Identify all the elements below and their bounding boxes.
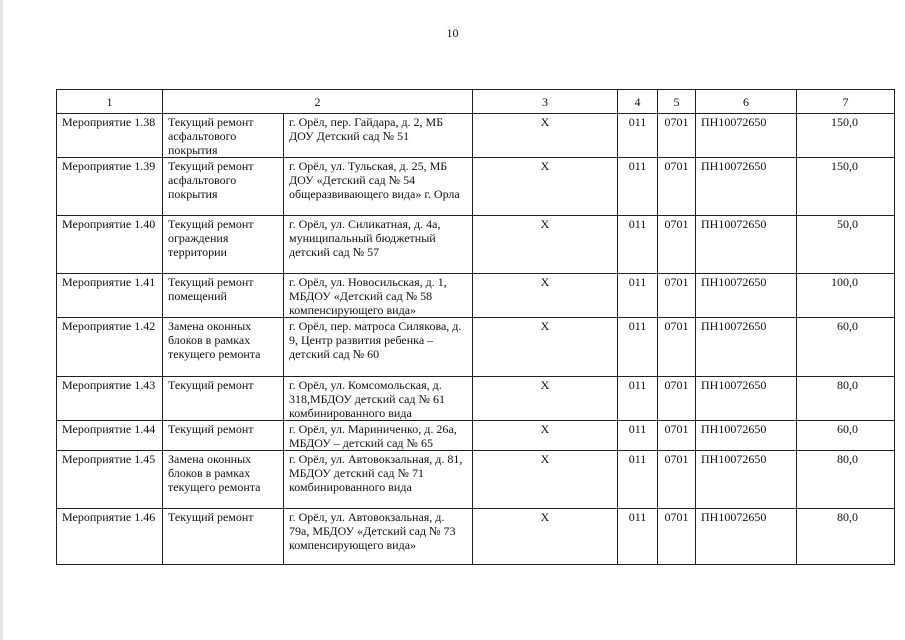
col4-value: 011 [618, 158, 658, 216]
col5-value: 0701 [658, 421, 696, 451]
col4-value: 011 [618, 451, 658, 509]
table-row [57, 274, 895, 318]
header-col-1: 1 [57, 90, 163, 114]
address: г. Орёл, пер. матроса Силякова, д. 9, Центр развития ребенка – детский сад № 60 [284, 318, 473, 377]
col6-value: ПН10072650 [696, 274, 797, 318]
table-row [57, 114, 895, 158]
amount: 80,0 [797, 451, 895, 509]
col4-value: 011 [618, 421, 658, 451]
col5-value: 0701 [658, 216, 696, 274]
address: г. Орёл, ул. Новосильская, д. 1, МБДОУ «Детский сад № 58 компенсирующего вида» [284, 274, 473, 318]
col4-value: 011 [618, 216, 658, 274]
measure-item: Мероприятие 1.39 [57, 158, 163, 216]
amount: 60,0 [797, 421, 895, 451]
col5-value: 0701 [658, 451, 696, 509]
work-type: Текущий ремонт помещений [163, 274, 284, 318]
address: г. Орёл, ул. Мариниченко, д. 26а, МБДОУ – детский сад № 65 [284, 421, 473, 451]
address: г. Орёл, ул. Комсомольская, д. 318,МБДОУ детский сад № 61 комбинированного вида [284, 377, 473, 421]
col3-value: Х [473, 451, 618, 509]
col5-value: 0701 [658, 158, 696, 216]
table-row [57, 421, 895, 451]
col6-value: ПН10072650 [696, 377, 797, 421]
col4-value: 011 [618, 114, 658, 158]
work-type: Текущий ремонт асфальтового покрытия [163, 158, 284, 216]
work-type: Замена оконных блоков в рамках текущего ремонта [163, 318, 284, 377]
col5-value: 0701 [658, 509, 696, 565]
table-row [57, 216, 895, 274]
amount: 50,0 [797, 216, 895, 274]
header-col-6: 6 [696, 90, 797, 114]
col6-value: ПН10072650 [696, 509, 797, 565]
scan-edge [0, 0, 3, 640]
measure-item: Мероприятие 1.43 [57, 377, 163, 421]
col4-value: 011 [618, 318, 658, 377]
work-type: Текущий ремонт [163, 377, 284, 421]
col3-value: Х [473, 216, 618, 274]
col3-value: Х [473, 509, 618, 565]
table-row [57, 318, 895, 377]
col4-value: 011 [618, 274, 658, 318]
measure-item: Мероприятие 1.42 [57, 318, 163, 377]
address: г. Орёл, ул. Автовокзальная, д. 81, МБДОУ детский сад № 71 комбинированного вида [284, 451, 473, 509]
address: г. Орёл, ул. Автовокзальная, д. 79а, МБДОУ «Детский сад № 73 компенсирующего вида» [284, 509, 473, 565]
work-type: Замена оконных блоков в рамках текущего ремонта [163, 451, 284, 509]
header-col-3: 3 [473, 90, 618, 114]
measure-item: Мероприятие 1.44 [57, 421, 163, 451]
header-row [57, 90, 895, 114]
header-col-7: 7 [797, 90, 895, 114]
table-row [57, 451, 895, 509]
header-col-4: 4 [618, 90, 658, 114]
col3-value: Х [473, 158, 618, 216]
measure-item: Мероприятие 1.45 [57, 451, 163, 509]
work-type: Текущий ремонт [163, 421, 284, 451]
work-type: Текущий ремонт асфальтового покрытия [163, 114, 284, 158]
header-col-2: 2 [163, 90, 473, 114]
col5-value: 0701 [658, 274, 696, 318]
table-row [57, 377, 895, 421]
col6-value: ПН10072650 [696, 318, 797, 377]
work-type: Текущий ремонт ограждения территории [163, 216, 284, 274]
col6-value: ПН10072650 [696, 216, 797, 274]
col3-value: Х [473, 274, 618, 318]
header-col-5: 5 [658, 90, 696, 114]
address: г. Орёл, пер. Гайдара, д. 2, МБ ДОУ Детский сад № 51 [284, 114, 473, 158]
col3-value: Х [473, 318, 618, 377]
address: г. Орёл, ул. Силикатная, д. 4а, муниципальный бюджетный детский сад № 57 [284, 216, 473, 274]
measure-item: Мероприятие 1.46 [57, 509, 163, 565]
col6-value: ПН10072650 [696, 451, 797, 509]
amount: 150,0 [797, 114, 895, 158]
amount: 60,0 [797, 318, 895, 377]
col4-value: 011 [618, 377, 658, 421]
col3-value: Х [473, 377, 618, 421]
page-number: 10 [446, 26, 459, 40]
measure-item: Мероприятие 1.38 [57, 114, 163, 158]
col5-value: 0701 [658, 318, 696, 377]
amount: 100,0 [797, 274, 895, 318]
col3-value: Х [473, 114, 618, 158]
measure-item: Мероприятие 1.41 [57, 274, 163, 318]
amount: 80,0 [797, 377, 895, 421]
col5-value: 0701 [658, 377, 696, 421]
amount: 80,0 [797, 509, 895, 565]
measure-item: Мероприятие 1.40 [57, 216, 163, 274]
col6-value: ПН10072650 [696, 421, 797, 451]
col5-value: 0701 [658, 114, 696, 158]
work-type: Текущий ремонт [163, 509, 284, 565]
table-row [57, 158, 895, 216]
col3-value: Х [473, 421, 618, 451]
address: г. Орёл, ул. Тульская, д. 25, МБ ДОУ «Детский сад № 54 общеразвивающего вида» г. Орла [284, 158, 473, 216]
measures-table [56, 89, 895, 565]
col6-value: ПН10072650 [696, 114, 797, 158]
col4-value: 011 [618, 509, 658, 565]
col6-value: ПН10072650 [696, 158, 797, 216]
table-row [57, 509, 895, 565]
amount: 150,0 [797, 158, 895, 216]
